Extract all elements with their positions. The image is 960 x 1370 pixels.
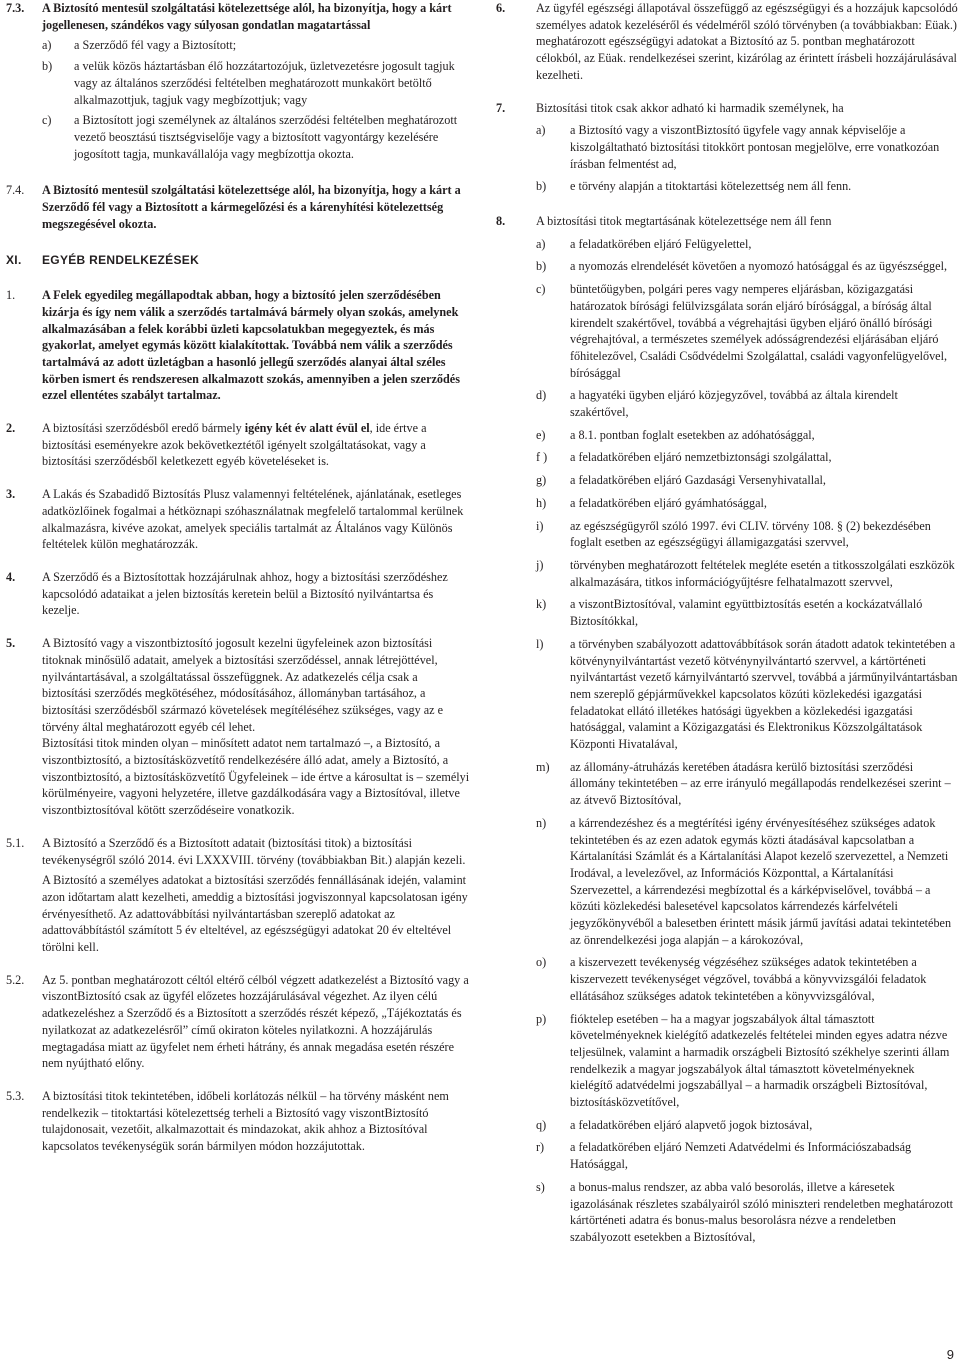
clause-number: 2. bbox=[6, 421, 16, 436]
list-text: a Biztosító vagy a viszontBiztosító ügyfele vagy annak képviselője a kiszolgáltatható biztosítási titokkört pontosan megjelölve, erre vonatkozóan írásban felmentést ad, bbox=[570, 123, 940, 171]
list-label: b) bbox=[536, 259, 547, 274]
list-text: a feladatkörében eljáró Gazdasági Versenyhivatallal, bbox=[570, 473, 826, 488]
list-text: az állomány-átruházás keretében átadásra kerülő biztosítási szerződési állomány tekintetében – az erre irányuló megállapodás rendelkezései szerint – az átvevő Biztosítóval, bbox=[570, 759, 951, 808]
clause-5-1 bbox=[6, 835, 470, 956]
list-item bbox=[42, 37, 470, 54]
list-text: fióktelep esetében – ha a magyar jogszabályok által támasztott követelményeknek kielégítő adatkezelés feltételei minden egyes adatra nézve teljesülnek, valamint a harmadik országbeli Biztosító székhelye szerinti állam rendelkezik a magyar jogszabályok által támasztott követelményeknek kielégítő adatvédelmi jogszabállyal – a harmadik országbeli Biztosítóval, biztosításközvetítővel, bbox=[570, 1011, 950, 1110]
clause-number: 5. bbox=[6, 636, 16, 651]
list-item bbox=[536, 518, 958, 551]
clause-5-2 bbox=[6, 972, 470, 1072]
clause-text: Az ügyfél egészségi állapotával összefüggő az egészségügyi és a hozzájuk kapcsolódó személyes adatok kezeléséről és védelméről szóló törvényben (a továbbiakban: Eüak.) meghatározott egészségügyi adatokat a Biztosító az 5. pontban meghatározott célokból, az Eüak. rendelkezései szerint, kizárólag az érintett írásbeli hozzájárulásával kezelheti. bbox=[536, 1, 958, 82]
exemption-list bbox=[536, 236, 958, 1246]
clause-text: A biztosítási titok tekintetében, időbeli korlátozás nélkül – ha törvény másként nem rendelkezik – titoktartási kötelezettség terheli a Biztosító vagy viszontBiztosító tulajdonosait, vezetőit, alkalmazottait és mindazokat, akik ahhoz a Biztosítóval kapcsolatos tevékenységük során bármilyen módon hozzájutottak. bbox=[42, 1088, 449, 1154]
list-text: a törvényben szabályozott adattovábbítások során átadott adatok tekintetében a kötvénynyilvántartást vezető kötvénynyilvántartó szervvel, a kártörténeti nyilvántartást vezető kárnyilvántartó szervvel, továbbá a járműnyilvántartásban nem szereplő gépjárművekkel kapcsolatos közúti közlekedési igazgatási feladatokat ellátó illetékes hatósági ügyekben a közlekedési igazgatási hatósággal, valamint a Közigazgatási és Elektronikus Közszolgáltatások Központi Hivatalával, bbox=[570, 636, 958, 752]
clause-paragraph: A Biztosító a személyes adatokat a biztosítási szerződés fennállásának idején, valamint azon időtartam alatt kezelheti, ameddig a biztosítási jogviszonnyal kapcsolatosan igény érvényesíthető. Az adattovábbítási nyilvántartásban szereplő adatokat az adattovábbítástól számított 5 év elteltével, az egészségügyi adatokat 20 év elteltével törölni kell. bbox=[42, 873, 468, 955]
clause-paragraph: A Biztosító a Szerződő és a Biztosított adatait (biztosítási titok) a biztosítási tevékenységről szóló 2014. évi LXXXVIII. törvény (továbbiakban Bit.) alapján kezeli. bbox=[42, 835, 466, 867]
list-label: f ) bbox=[536, 450, 548, 465]
list-label: a) bbox=[536, 236, 546, 251]
clause-number: 4. bbox=[6, 569, 16, 584]
list-label: a) bbox=[42, 38, 52, 53]
list-label: h) bbox=[536, 495, 547, 510]
list-item bbox=[536, 427, 958, 444]
list-item bbox=[536, 122, 958, 172]
clause-text: A Szerződő és a Biztosítottak hozzájárulnak ahhoz, hogy a biztosítási szerződéshez kapcsolódó adataikat a jelen biztosítás keretein belül a Biztosító nyilvántartsa és kezelje. bbox=[42, 569, 448, 618]
clause-2 bbox=[6, 420, 470, 470]
list-text: a kiszervezett tevékenység végzéséhez szükséges adatok tekintetében a kiszervezett tevékenységet végzővel, továbbá a könyvvizsgálói feladatok ellátásához szükséges adatok tekintetében a könyvvizsgálóval, bbox=[570, 955, 927, 1003]
clause-5 bbox=[6, 635, 470, 819]
clause-number: 5.3. bbox=[6, 1088, 25, 1103]
list-item bbox=[536, 449, 958, 466]
list-text: a feladatkörében eljáró Felügyelettel, bbox=[570, 236, 752, 251]
list-text: a velük közös háztartásban élő hozzátartozójuk, üzletvezetésre jogosult tagjuk vagy az általános szerződési feltételben meghatározott munkakört betöltő alkalmazottjuk, tagjuk vagy megbízottjuk; vagy bbox=[74, 59, 455, 107]
list-item bbox=[536, 1139, 958, 1172]
list-label: m) bbox=[536, 759, 550, 774]
list-label: p) bbox=[536, 1011, 547, 1026]
list-text: a feladatkörében eljáró Nemzeti Adatvédelmi és Információszabadság Hatósággal, bbox=[570, 1140, 912, 1172]
clause-text bbox=[42, 420, 470, 470]
list-item bbox=[536, 1179, 958, 1246]
clause-7 bbox=[496, 100, 958, 196]
clause-8 bbox=[496, 213, 958, 1246]
clause-text: Biztosítási titok csak akkor adható ki harmadik személynek, ha bbox=[536, 100, 844, 115]
clause-number: 3. bbox=[6, 487, 16, 502]
list-text: a feladatkörében eljáró alapvető jogok biztosával, bbox=[570, 1117, 813, 1132]
clause-text: A Felek egyedileg megállapodtak abban, hogy a biztosító jelen szerződésében kizárja és így nem válik a szerződés tartalmává bármely olyan szokás, amelynek alkalmazásában a felek korábbi üzleti kapcsolatukban megegyeztek, és más gyakorlat, amelyet egymás között kialakítottak. Továbbá nem válik a szerződés tartalmává az adott üzletágban a hasonló jellegű szerződés alanyai által széles körben ismert és rendszeresen alkalmazott szokás, amennyiben a jelen szerződés ezzel ellentétes szabályt tartalmaz. bbox=[42, 288, 460, 403]
clause-3 bbox=[6, 486, 470, 553]
list-item bbox=[536, 258, 958, 275]
clause-text-emphasis: igény két év alatt évül el bbox=[244, 421, 370, 436]
list-text: a bonus-malus rendszer, az abba való besorolás, illetve a káresetek igazolásának részletes szabályairól szóló miniszteri rendeletben meghatározott kártörténeti adatra és bonus-malus besorolásra nézve a rendeletben szabályozott esetekben a Biztosítóval, bbox=[570, 1179, 954, 1244]
list-label: j) bbox=[536, 557, 544, 572]
clause-paragraph: A Biztosító vagy a viszontbiztosító jogosult kezelni ügyfeleinek azon biztosítási titoknak minősülő adatait, amelyek a biztosítási szerződéssel, annak létrejöttével, nyilvántartásával, a szolgáltatással összefüggnek. Az adatkezelés célja csak a biztosítási szerződés megkötéséhez, módosításához, állományban tartásához, a biztosítási szerződésből származó követelések megítéléséhez szükséges, vagy az e törvény által meghatározott egyéb cél lehet. bbox=[42, 636, 444, 734]
list-text: a Szerződő fél vagy a Biztosított; bbox=[74, 38, 237, 53]
list-text: a nyomozás elrendelését követően a nyomozó hatósággal és az ügyészséggel, bbox=[570, 259, 947, 274]
list-item bbox=[536, 1011, 958, 1111]
clause-text-end: , ide értve a biztosítási eseményekre azok bekövetkeztétől igényelt szolgáltatásokat, vagy a biztosítási szerződésből keletkezett egyéb követeléseket is. bbox=[42, 421, 427, 469]
list-item bbox=[536, 596, 958, 629]
clause-number: 7.3. bbox=[6, 1, 25, 15]
list-label: e) bbox=[536, 427, 546, 442]
clause-number: 5.1. bbox=[6, 835, 25, 850]
clause-text: A Biztosító mentesül szolgáltatási kötelezettsége alól, ha bizonyítja, hogy a kárt jogellenesen, szándékos vagy súlyosan gondatlan magatartással bbox=[42, 1, 452, 32]
clause-number: 8. bbox=[496, 214, 506, 229]
section-title: EGYÉB RENDELKEZÉSEK bbox=[42, 253, 200, 268]
clause-7-4 bbox=[6, 182, 470, 232]
list-text: a viszontBiztosítóval, valamint együttbiztosítás esetén a kockázatvállaló Biztosítókkal, bbox=[570, 597, 923, 629]
left-column bbox=[6, 0, 470, 1168]
list-label: c) bbox=[42, 113, 52, 128]
list-item bbox=[536, 495, 958, 512]
list-item bbox=[536, 815, 958, 949]
list-text: a 8.1. pontban foglalt esetekben az adóhatósággal, bbox=[570, 427, 815, 442]
list-item bbox=[536, 557, 958, 590]
clause-text-start: A biztosítási szerződésből eredő bármely bbox=[42, 421, 245, 436]
list-text: törvényben meghatározott feltételek megléte esetén a titkosszolgálati eszközök alkalmazására, titkos információgyűjtésre felhatalmazott szervvel, bbox=[570, 557, 955, 589]
list-label: b) bbox=[42, 59, 53, 74]
list-label: i) bbox=[536, 518, 544, 533]
clause-4 bbox=[6, 569, 470, 619]
clause-number: 1. bbox=[6, 288, 16, 303]
clause-text: A Lakás és Szabadidő Biztosítás Plusz valamennyi feltételének, ajánlatának, esetleges adatközlőinek fogalmai a hétköznapi szóhasználatnak megfelelő tartalommal kerülnek alkalmazásra, kivéve azokat, amelyek speciális tartalmát az Általános vagy Különös feltételek külön meghatározzák. bbox=[42, 487, 464, 552]
list-item bbox=[42, 58, 470, 108]
list-item bbox=[536, 472, 958, 489]
list-label: b) bbox=[536, 179, 547, 194]
list-text: e törvény alapján a titoktartási kötelezettség nem áll fenn. bbox=[570, 179, 852, 194]
list-label: r) bbox=[536, 1140, 545, 1155]
list-item bbox=[536, 954, 958, 1004]
list-text: a hagyatéki ügyben eljáró közjegyzővel, továbbá az általa kirendelt szakértővel, bbox=[570, 388, 898, 420]
list-item bbox=[536, 178, 958, 195]
clause-text: Az 5. pontban meghatározott céltól eltérő célból végzett adatkezelést a Biztosító vagy a viszontBiztosító csak az ügyfél előzetes hozzájárulásával végezhet. Az ilyen célú adatkezeléshez a Szerződő és a Biztosított a szerződés részét képező, „Tájékoztatás és nyilatkozat az adatkezelésről” című okiraton köteles nyilatkozni. A hozzájárulás megtagadása miatt az ügyfelet nem érheti hátrány, és annak megadása esetén részére nem nyújtható előny. bbox=[42, 972, 469, 1071]
clause-number: 7. bbox=[496, 100, 506, 115]
clause-6 bbox=[496, 0, 958, 84]
clause-5-3 bbox=[6, 1088, 470, 1155]
list-label: g) bbox=[536, 473, 547, 488]
list-label: a) bbox=[536, 123, 546, 138]
clause-text: A Biztosító mentesül szolgáltatási kötelezettsége alól, ha bizonyítja, hogy a kárt a Szerződő fél vagy a Biztosított a kármegelőzési és a kárenyhítési kötelezettség megszegésével okozta. bbox=[42, 183, 461, 231]
list-item bbox=[536, 236, 958, 253]
clause-1 bbox=[6, 287, 470, 404]
right-column bbox=[496, 0, 958, 1259]
list-label: s) bbox=[536, 1179, 545, 1194]
list-label: n) bbox=[536, 815, 547, 830]
list-label: l) bbox=[536, 636, 544, 651]
list-text: a feladatkörében eljáró nemzetbiztonsági szolgálattal, bbox=[570, 450, 832, 465]
list-item bbox=[536, 636, 958, 753]
section-heading bbox=[6, 252, 470, 269]
list-item bbox=[536, 281, 958, 381]
page-number: 9 bbox=[946, 1347, 954, 1363]
list-text: a Biztosított jogi személynek az általános szerződési feltételben meghatározott vezető beosztású tisztségviselője vagy a biztosított vagyontárgy kezelésére jogosított tagja, munkavállalója vagy megbízottja okozta. bbox=[74, 113, 458, 161]
clause-paragraph: Biztosítási titok minden olyan – minősített adatot nem tartalmazó –, a Biztosító, a viszontbiztosító, a biztosításközvetítő rendelkezésére álló adat, amely a Biztosító, a viszontbiztosító, a biztosításközvetítő Ügyfeleinek – ide értve a károsultat is – személyi körülményeire, vagyoni helyzetére, illetve gazdálkodására vagy a Biztosítóval, illetve viszontbiztosítóval kötött szerződéseire vonatkozik. bbox=[42, 736, 470, 818]
clause-text: A biztosítási titok megtartásának kötelezettsége nem áll fenn bbox=[536, 214, 832, 229]
list-item bbox=[536, 759, 958, 809]
clause-number: 7.4. bbox=[6, 183, 25, 198]
list-text: büntetőügyben, polgári peres vagy nemperes eljárásban, közigazgatási határozatok bírósági felülvizsgálata során eljáró bírósággal, a bíróság által kirendelt szakértővel, továbbá a végrehajtási ügyben eljáró önálló bírósági végrehajtóval, a természetes személyek adósságrendezési eljárásában eljáró főhitelezővel, Családi Csődvédelmi Szolgálattal, családi vagyonfelügyelővel, bírósággal bbox=[570, 282, 948, 380]
clause-number: 5.2. bbox=[6, 972, 25, 987]
list-label: k) bbox=[536, 597, 547, 612]
clause-number: 6. bbox=[496, 1, 506, 15]
list-label: c) bbox=[536, 282, 546, 297]
list-text: a feladatkörében eljáró gyámhatósággal, bbox=[570, 495, 767, 510]
list-label: o) bbox=[536, 955, 547, 970]
list-text: az egészségügyről szóló 1997. évi CLIV. törvény 108. § (2) bekezdésében foglalt esetben az egészségügyi államigazgatási szervvel, bbox=[570, 518, 931, 550]
clause-7-3 bbox=[6, 0, 470, 162]
list-label: d) bbox=[536, 388, 547, 403]
list-label: q) bbox=[536, 1117, 547, 1132]
list-item bbox=[42, 112, 470, 162]
section-number: XI. bbox=[6, 253, 22, 268]
list-text: a kárrendezéshez és a megtérítési igény érvényesítéséhez szükséges adatok tekintetében és az ezen adatok egymás közti átadásával kapcsolatban a Kártalanítási Számlát és a Kártalanítási Alapot kezelő szervezettel, a Nemzeti Irodával, a levelezővel, az Információs Központtal, a Kártalanítási Szervezettel, a kárrendezési megbízottal és a kárképviselővel, továbbá – a közúti közlekedési balesetével kapcsolatos kárrendezés kárfelvételi jegyzőkönyvéből a balesetben érintett másik jármű javítási adatai tekintetében az önrendelkezési joga alapján – a károkozóval, bbox=[570, 815, 952, 947]
list-item bbox=[536, 1117, 958, 1134]
list-item bbox=[536, 387, 958, 420]
